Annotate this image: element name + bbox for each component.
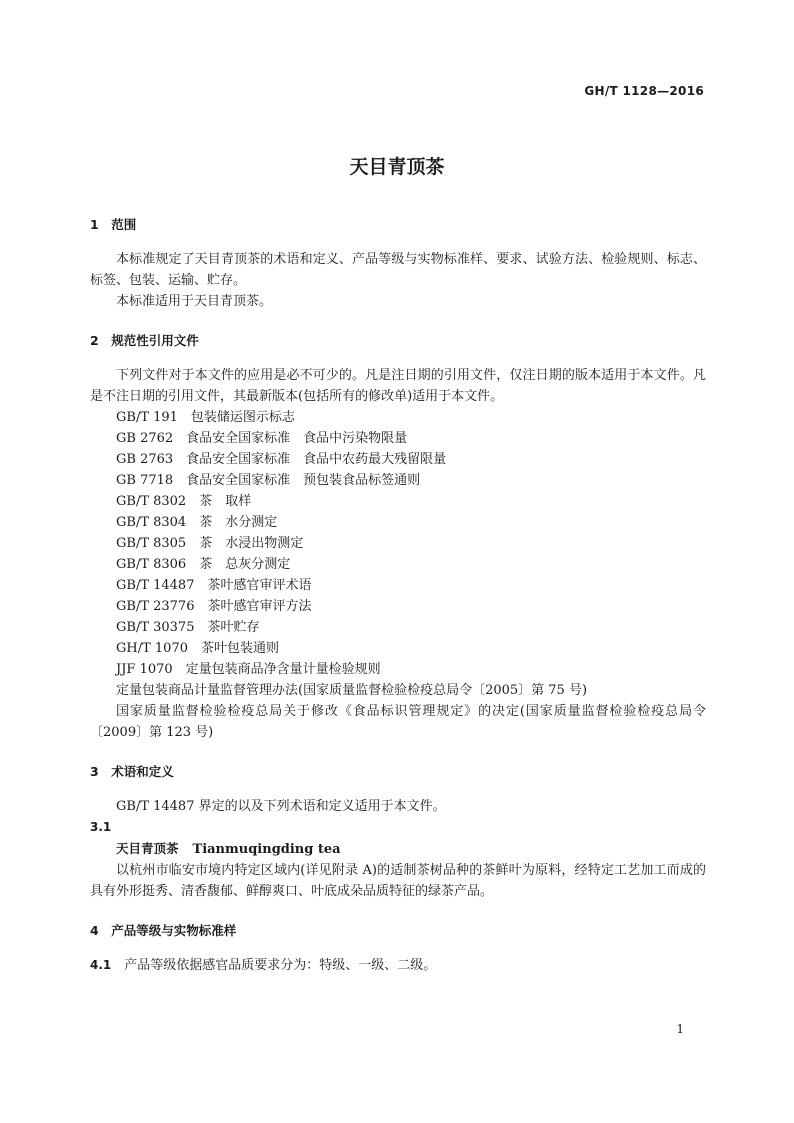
- reference-item: GB/T 30375 茶叶贮存: [116, 620, 260, 635]
- reference-item: GB 2763 食品安全国家标准 食品中农药最大残留限量: [116, 452, 447, 467]
- reference-item-last: 国家质量监督检验检疫总局关于修改《食品标识管理规定》的决定(国家质量监督检验检疫总局令〔2009〕第 123 号): [90, 704, 706, 740]
- section-1-paragraph-1: 本标准规定了天目青顶茶的术语和定义、产品等级与实物标准样、要求、试验方法、检验规则、标志、标签、包装、运输、贮存。: [90, 252, 706, 288]
- section-1-paragraph-2: 本标准适用于天目青顶茶。: [116, 294, 273, 309]
- section-3-intro: GB/T 14487 界定的以及下列术语和定义适用于本文件。: [116, 799, 446, 814]
- reference-item: JJF 1070 定量包装商品净含量计量检验规则: [116, 662, 381, 677]
- section-4-heading: 4 产品等级与实物标准样: [90, 923, 237, 938]
- reference-item: GB/T 8304 茶 水分测定: [116, 515, 278, 530]
- clause-3-1-number: 3.1: [90, 820, 112, 834]
- section-1-heading: 1 范围: [90, 217, 137, 232]
- document-title: 天目青顶茶: [349, 156, 445, 178]
- clause-4-1-text: 产品等级依据感官品质要求分为：特级、一级、二级。: [124, 958, 437, 973]
- page-number: 1: [676, 1022, 684, 1036]
- reference-item: GB 7718 食品安全国家标准 预包装食品标签通则: [116, 473, 421, 488]
- term-english: Tianmuqingding tea: [192, 842, 341, 857]
- reference-item: GH/T 1070 茶叶包装通则: [116, 641, 279, 656]
- standard-code: GH/T 1128—2016: [584, 84, 704, 98]
- reference-list: [90, 407, 706, 743]
- section-2-heading: 2 规范性引用文件: [90, 333, 199, 348]
- term-definition: 以杭州市临安市境内特定区域内(详见附录 A)的适制茶树品种的茶鲜叶为原料，经特定工艺加工而成的具有外形挺秀、清香馥郁、鲜醇爽口、叶底成朵品质特征的绿茶产品。: [90, 863, 706, 899]
- reference-item: GB/T 191 包装储运图示标志: [116, 410, 295, 425]
- reference-item: 定量包装商品计量监督管理办法(国家质量监督检验检疫总局令〔2005〕第 75 号): [116, 683, 588, 698]
- reference-item: GB/T 23776 茶叶感官审评方法: [116, 599, 312, 614]
- reference-item: GB/T 14487 茶叶感官审评术语: [116, 578, 312, 593]
- clause-4-1: [90, 955, 706, 976]
- reference-item: GB/T 8305 茶 水浸出物测定: [116, 536, 304, 551]
- clause-4-1-number: 4.1: [90, 958, 112, 972]
- reference-item: GB 2762 食品安全国家标准 食品中污染物限量: [116, 431, 408, 446]
- term-entry: [90, 838, 706, 860]
- document-body: [90, 214, 706, 976]
- reference-item: GB/T 8302 茶 取样: [116, 494, 252, 509]
- section-3-heading: 3 术语和定义: [90, 764, 174, 779]
- section-2-intro: 下列文件对于本文件的应用是必不可少的。凡是注日期的引用文件，仅注日期的版本适用于本文件。凡是不注日期的引用文件，其最新版本(包括所有的修改单)适用于本文件。: [90, 368, 706, 404]
- reference-item: GB/T 8306 茶 总灰分测定: [116, 557, 291, 572]
- term-chinese: 天目青顶茶: [116, 841, 179, 856]
